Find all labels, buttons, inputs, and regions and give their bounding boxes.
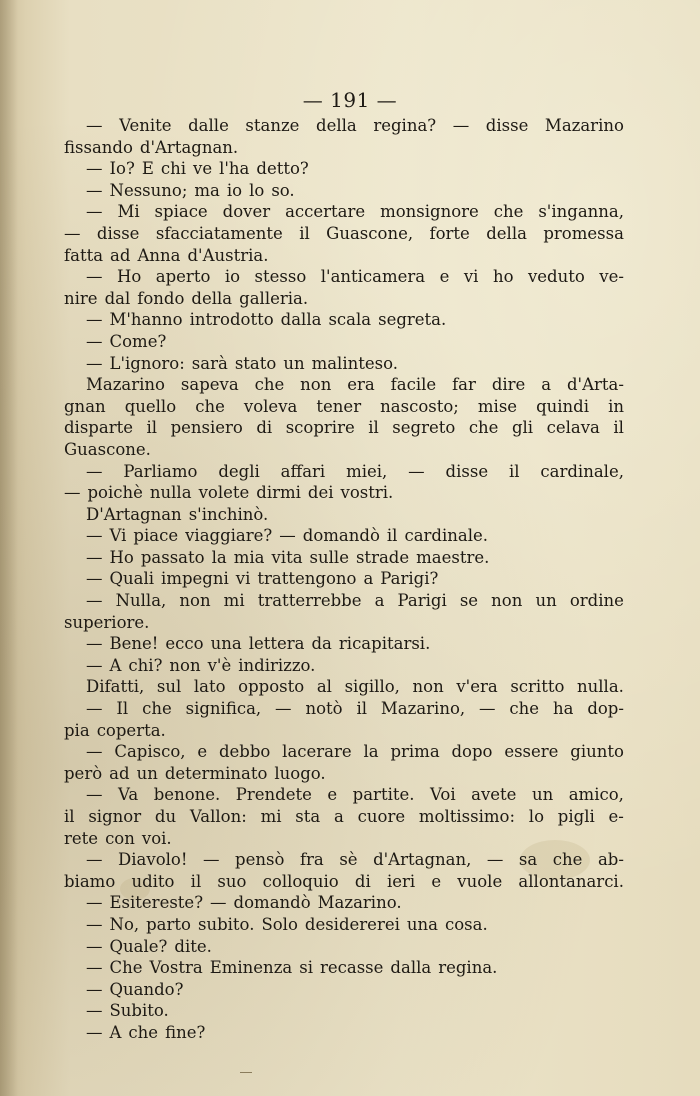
text-line: disparte il pensiero di scoprire il segreto che gli celava il xyxy=(64,418,624,438)
text-line: — Subito. xyxy=(86,1001,169,1021)
text-line: — Capisco, e debbo lacerare la prima dopo essere giunto xyxy=(86,742,624,762)
text-line: — M'hanno introdotto dalla scala segreta. xyxy=(86,310,447,330)
text-line: — Quale? dite. xyxy=(86,936,212,956)
text-line: fissando d'Artagnan. xyxy=(64,137,239,157)
text-line: pia coperta. xyxy=(64,720,166,740)
text-line: gnan quello che voleva tener nascosto; mise quindi in xyxy=(64,396,624,416)
text-line: superiore. xyxy=(64,612,150,632)
text-line: il signor du Vallon: mi sta a cuore moltissimo: lo pigli e- xyxy=(64,807,624,826)
text-line: D'Artagnan s'inchinò. xyxy=(86,504,269,524)
text-line: — Esitereste? — domandò Mazarino. xyxy=(86,893,402,913)
text-line: — Il che significa, — notò il Mazarino, — che ha dop- xyxy=(86,699,624,719)
text-line: — A che fine? xyxy=(86,1022,206,1042)
text-line: — No, parto subito. Solo desidererei una cosa. xyxy=(86,914,488,934)
text-line: — Mi spiace dover accertare monsignore che s'inganna, xyxy=(86,202,624,222)
text-line: — Ho passato la mia vita sulle strade maestre. xyxy=(86,547,490,567)
text-line: — Va benone. Prendete e partite. Voi avete un amico, xyxy=(86,785,624,805)
text-line: — Nulla, non mi tratterrebbe a Parigi se non un ordine xyxy=(86,591,624,611)
text-line: nire dal fondo della galleria. xyxy=(64,288,309,308)
text-line: — Io? E chi ve l'ha detto? xyxy=(86,159,309,179)
text-line: — L'ignoro: sarà stato un malinteso. xyxy=(86,353,398,373)
text-line: Mazarino sapeva che non era facile far dire a d'Arta- xyxy=(86,375,624,395)
text-line: Difatti, sul lato opposto al sigillo, non v'era scritto nulla. xyxy=(86,677,624,697)
text-line: — Parliamo degli affari miei, — disse il cardinale, xyxy=(86,461,624,481)
text-line: Guascone. xyxy=(64,439,151,459)
text-line: rete con voi. xyxy=(64,828,172,848)
text-line: — Vi piace viaggiare? — domandò il cardinale. xyxy=(86,526,489,546)
text-line: però ad un determinato luogo. xyxy=(64,763,326,783)
text-line: — Ho aperto io stesso l'anticamera e vi ho veduto ve- xyxy=(86,267,624,287)
text-line: biamo udito il suo colloquio di ieri e vuole allontanarci. xyxy=(64,871,624,891)
text-line: — Bene! ecco una lettera da ricapitarsi. xyxy=(86,634,431,654)
text-line: — Che Vostra Eminenza si recasse dalla regina. xyxy=(86,958,498,978)
text-line: — Come? xyxy=(86,331,167,351)
text-line: — Diavolo! — pensò fra sè d'Artagnan, — sa che ab- xyxy=(86,850,624,870)
text-line: — disse sfacciatamente il Guascone, forte della promessa xyxy=(64,223,624,243)
text-line: — A chi? non v'è indirizzo. xyxy=(86,655,316,675)
text-line: fatta ad Anna d'Austria. xyxy=(64,245,269,265)
text-line: — Venite dalle stanze della regina? — disse Mazarino xyxy=(86,116,624,135)
footer-mark xyxy=(240,1072,252,1073)
text-line: — poichè nulla volete dirmi dei vostri. xyxy=(64,483,394,503)
text-line: — Quali impegni vi trattengono a Parigi? xyxy=(86,569,439,589)
text-line: — Quando? xyxy=(86,979,184,999)
page-text xyxy=(64,115,624,1044)
page-number: — 191 — xyxy=(302,88,398,112)
binding-shadow xyxy=(0,0,18,1096)
text-line: — Nessuno; ma io lo so. xyxy=(86,180,295,200)
